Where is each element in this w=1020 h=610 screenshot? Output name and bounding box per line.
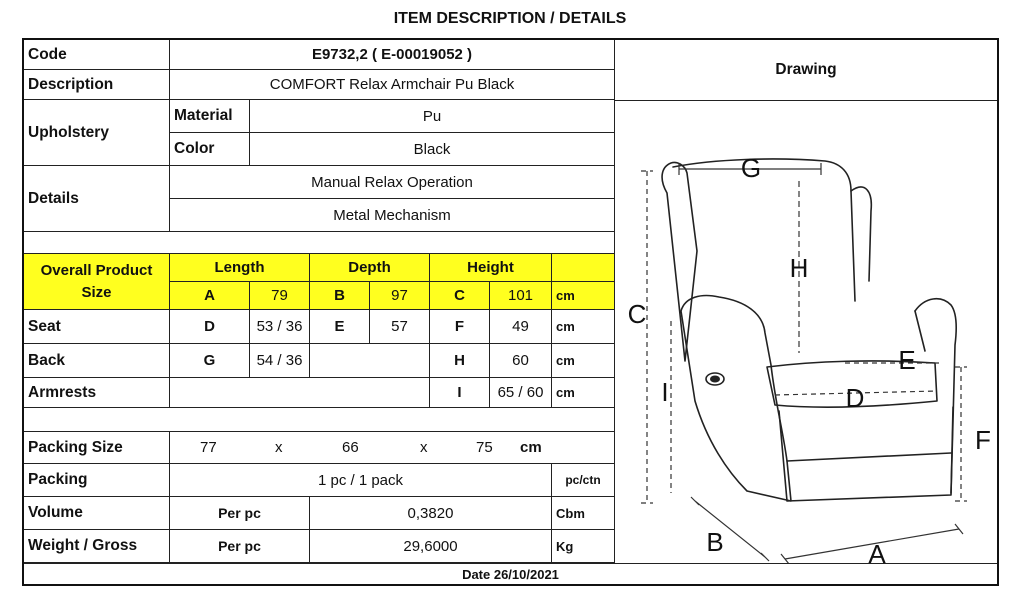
value-d: 53 / 36 bbox=[250, 310, 310, 344]
letter-a-label: A bbox=[868, 539, 886, 563]
unit-overall: cm bbox=[552, 282, 615, 310]
volume-value: 0,3820 bbox=[310, 497, 552, 530]
upholstery-label: Upholstery bbox=[24, 100, 170, 166]
letter-f: F bbox=[430, 310, 490, 344]
volume-unit: Cbm bbox=[552, 497, 615, 530]
length-header: Length bbox=[170, 254, 310, 282]
dim-line-b bbox=[691, 497, 769, 561]
packing-size-label: Packing Size bbox=[24, 432, 170, 464]
weight-value: 29,6000 bbox=[310, 530, 552, 563]
volume-per: Per pc bbox=[170, 497, 310, 530]
description-label: Description bbox=[24, 70, 170, 100]
unit-armrests: cm bbox=[552, 378, 615, 408]
seat-label: Seat bbox=[24, 310, 170, 344]
packing-height: 75 bbox=[476, 439, 493, 456]
sheet-title: ITEM DESCRIPTION / DETAILS bbox=[393, 10, 627, 27]
letter-d-label: D bbox=[845, 383, 865, 413]
value-e: 57 bbox=[370, 310, 430, 344]
letter-f-label: F bbox=[975, 425, 991, 455]
unit-back: cm bbox=[552, 344, 615, 378]
spacer-row bbox=[24, 232, 615, 254]
armchair-diagram bbox=[615, 101, 997, 563]
relax-lever-knob bbox=[710, 376, 720, 383]
back-top-outline bbox=[673, 159, 855, 301]
packing-width: 66 bbox=[342, 439, 359, 456]
value-c: 101 bbox=[490, 282, 552, 310]
packing-value: 1 pc / 1 pack bbox=[170, 464, 552, 497]
drawing-header: Drawing bbox=[615, 40, 997, 101]
base-divider bbox=[787, 453, 951, 461]
packing-unit: pc/ctn bbox=[552, 464, 615, 497]
overall-size-label: Overall Product Size bbox=[24, 254, 170, 310]
packing-size-values bbox=[170, 432, 615, 464]
depth-header: Depth bbox=[310, 254, 430, 282]
letter-i: I bbox=[430, 378, 490, 408]
details-label: Details bbox=[24, 166, 170, 232]
packing-label: Packing bbox=[24, 464, 170, 497]
unit-seat: cm bbox=[552, 310, 615, 344]
letter-e: E bbox=[310, 310, 370, 344]
material-label: Material bbox=[170, 100, 250, 133]
description-value: COMFORT Relax Armchair Pu Black bbox=[170, 70, 615, 100]
details-line-2: Metal Mechanism bbox=[170, 199, 615, 232]
letter-a: A bbox=[170, 282, 250, 310]
weight-label: Weight / Gross bbox=[24, 530, 170, 563]
letter-b-label: B bbox=[706, 527, 724, 557]
letter-h: H bbox=[430, 344, 490, 378]
right-armrest-inner bbox=[915, 311, 925, 351]
dim-line-c bbox=[641, 171, 653, 503]
back-empty bbox=[310, 344, 430, 378]
spec-sheet bbox=[22, 38, 999, 586]
height-header: Height bbox=[430, 254, 552, 282]
armrests-label: Armrests bbox=[24, 378, 170, 408]
left-armrest-outline bbox=[681, 296, 791, 501]
packing-length: 77 bbox=[200, 439, 217, 456]
packing-size-unit: cm bbox=[520, 439, 542, 456]
armrests-empty bbox=[170, 378, 430, 408]
color-label: Color bbox=[170, 133, 250, 166]
material-value: Pu bbox=[250, 100, 615, 133]
letter-b: B bbox=[310, 282, 370, 310]
unit-header bbox=[552, 254, 615, 282]
left-wing-outline bbox=[662, 162, 697, 361]
letter-c: C bbox=[430, 282, 490, 310]
letter-h-label: H bbox=[789, 253, 809, 283]
packing-x-1: x bbox=[275, 439, 283, 456]
color-value: Black bbox=[250, 133, 615, 166]
right-armrest-outline bbox=[915, 299, 956, 493]
letter-c-label: C bbox=[627, 299, 647, 329]
value-g: 54 / 36 bbox=[250, 344, 310, 378]
letter-g-label: G bbox=[740, 153, 762, 183]
letter-e-label: E bbox=[898, 345, 916, 375]
value-i: 65 / 60 bbox=[490, 378, 552, 408]
letter-g: G bbox=[170, 344, 250, 378]
value-b: 97 bbox=[370, 282, 430, 310]
dim-line-f bbox=[955, 367, 967, 501]
code-label: Code bbox=[24, 40, 170, 70]
back-label: Back bbox=[24, 344, 170, 378]
details-line-1: Manual Relax Operation bbox=[170, 166, 615, 199]
value-a: 79 bbox=[250, 282, 310, 310]
value-h: 60 bbox=[490, 344, 552, 378]
weight-per: Per pc bbox=[170, 530, 310, 563]
packing-x-2: x bbox=[420, 439, 428, 456]
armchair-drawing bbox=[615, 101, 997, 563]
letter-i-label: I bbox=[661, 377, 669, 407]
volume-label: Volume bbox=[24, 497, 170, 530]
code-value: E9732,2 ( E-00019052 ) bbox=[170, 40, 615, 70]
weight-unit: Kg bbox=[552, 530, 615, 563]
spacer-row-2 bbox=[24, 408, 615, 432]
letter-d: D bbox=[170, 310, 250, 344]
date-footer: Date 26/10/2021 bbox=[24, 563, 997, 585]
value-f: 49 bbox=[490, 310, 552, 344]
